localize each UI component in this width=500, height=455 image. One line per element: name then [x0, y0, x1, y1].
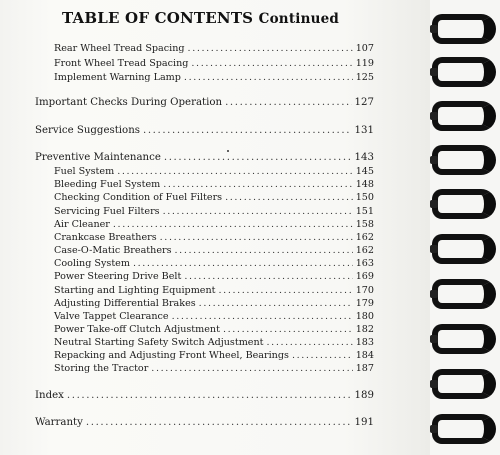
- leader-dots: [223, 324, 353, 336]
- toc-entry-page: 162: [355, 245, 374, 256]
- toc-entry-title: Fuel System: [54, 166, 115, 177]
- toc-entry[interactable]: [54, 166, 374, 178]
- toc-entry-title: Preventive Maintenance: [35, 152, 161, 163]
- leader-dots: [172, 311, 353, 323]
- leader-dots: [267, 337, 353, 349]
- binding-ring: [432, 414, 496, 444]
- toc-entry[interactable]: [54, 43, 374, 55]
- title-main: TABLE OF CONTENTS: [62, 9, 254, 27]
- toc-entry[interactable]: [54, 206, 374, 218]
- leader-dots: [151, 363, 352, 375]
- toc-entry-title: Crankcase Breathers: [54, 232, 157, 243]
- toc-entry-page: 180: [355, 311, 374, 322]
- toc-entry[interactable]: [54, 258, 374, 270]
- binding-ring: [432, 101, 496, 131]
- leader-dots: [163, 206, 353, 218]
- toc-entry[interactable]: [35, 152, 374, 164]
- toc-entry-title: Bleeding Fuel System: [54, 179, 161, 190]
- binding-ring: [432, 279, 496, 309]
- binding-ring: [432, 324, 496, 354]
- toc-entry[interactable]: [35, 417, 374, 429]
- title-suffix: Continued: [258, 11, 340, 27]
- toc-entry[interactable]: [35, 97, 374, 109]
- toc-entry-title: Important Checks During Operation: [35, 97, 223, 108]
- toc-entry-page: 148: [355, 179, 374, 190]
- toc-entry[interactable]: [54, 311, 374, 323]
- ink-speck: [227, 150, 229, 152]
- toc-entry-page: 125: [355, 72, 374, 83]
- toc-entry-page: 183: [355, 337, 374, 348]
- toc-entry-page: 162: [355, 232, 374, 243]
- toc-entry-page: 158: [355, 219, 374, 230]
- toc-entry-page: 150: [355, 192, 374, 203]
- toc-entry-page: 182: [355, 324, 374, 335]
- toc-entry[interactable]: [54, 324, 374, 336]
- toc-entry[interactable]: [54, 285, 374, 297]
- toc-entry[interactable]: [54, 350, 374, 362]
- leader-dots: [188, 43, 353, 55]
- toc-entry[interactable]: [54, 271, 374, 283]
- toc-entry-page: 107: [355, 43, 374, 54]
- binding-ring: [432, 145, 496, 175]
- spiral-binding: [430, 0, 500, 455]
- leader-dots: [113, 219, 353, 231]
- leader-dots: [219, 285, 353, 297]
- toc-entry-title: Implement Warning Lamp: [54, 72, 181, 83]
- toc-entry[interactable]: [35, 125, 374, 137]
- leader-dots: [199, 298, 353, 310]
- toc-entry-title: Repacking and Adjusting Front Wheel, Bearings: [54, 350, 289, 361]
- binding-ring: [432, 14, 496, 44]
- toc-entry-page: 119: [355, 58, 374, 69]
- leader-dots: [191, 58, 352, 70]
- toc-entry-title: Storing the Tractor: [54, 363, 149, 374]
- toc-entry-page: 169: [355, 271, 374, 282]
- toc-entry-title: Service Suggestions: [35, 125, 140, 136]
- toc-entry[interactable]: [54, 219, 374, 231]
- leader-dots: [184, 72, 353, 84]
- leader-dots: [225, 192, 353, 204]
- toc-entry-page: 131: [354, 125, 374, 136]
- binding-ring: [432, 234, 496, 264]
- toc-entry-page: 170: [355, 285, 374, 296]
- leader-dots: [143, 125, 352, 137]
- binding-ring: [432, 57, 496, 87]
- toc-entry-title: Case-O-Matic Breathers: [54, 245, 172, 256]
- toc-entry-title: Checking Condition of Fuel Filters: [54, 192, 223, 203]
- toc-entry[interactable]: [54, 245, 374, 257]
- leader-dots: [225, 97, 351, 109]
- toc-entry-page: 191: [354, 417, 374, 428]
- toc-entry-page: 163: [355, 258, 374, 269]
- toc-entry-title: Warranty: [35, 417, 83, 428]
- toc-entry-title: Power Steering Drive Belt: [54, 271, 182, 282]
- toc-entry-page: 184: [355, 350, 374, 361]
- toc-entry[interactable]: [35, 390, 374, 402]
- toc-entry-title: Power Take-off Clutch Adjustment: [54, 324, 220, 335]
- leader-dots: [117, 166, 353, 178]
- toc-entry-title: Valve Tappet Clearance: [54, 311, 169, 322]
- toc-entry[interactable]: [54, 298, 374, 310]
- leader-dots: [133, 258, 353, 270]
- leader-dots: [164, 152, 352, 164]
- leader-dots: [86, 417, 352, 429]
- toc-entry-title: Neutral Starting Safety Switch Adjustment: [54, 337, 264, 348]
- toc-entry[interactable]: [54, 58, 374, 70]
- toc-entry[interactable]: [54, 232, 374, 244]
- leader-dots: [163, 179, 352, 191]
- toc-entry[interactable]: [54, 363, 374, 375]
- toc-entry-page: 189: [354, 390, 374, 401]
- toc-entry[interactable]: [54, 337, 374, 349]
- toc-entry-page: 127: [354, 97, 374, 108]
- toc-entry-page: 143: [354, 152, 374, 163]
- toc-entry-page: 151: [355, 206, 374, 217]
- toc-entry-title: Index: [35, 390, 64, 401]
- leader-dots: [160, 232, 353, 244]
- leader-dots: [175, 245, 353, 257]
- toc-entry-page: 145: [355, 166, 374, 177]
- toc-entry-title: Adjusting Differential Brakes: [54, 298, 196, 309]
- leader-dots: [184, 271, 352, 283]
- toc-entry-title: Servicing Fuel Filters: [54, 206, 160, 217]
- binding-ring: [432, 369, 496, 399]
- leader-dots: [292, 350, 353, 362]
- leader-dots: [67, 390, 352, 402]
- toc-entry-title: Cooling System: [54, 258, 130, 269]
- toc-entry-title: Rear Wheel Tread Spacing: [54, 43, 185, 54]
- toc-entry-title: Front Wheel Tread Spacing: [54, 58, 189, 69]
- toc-entry-title: Air Cleaner: [54, 219, 110, 230]
- toc-entry-page: 179: [355, 298, 374, 309]
- toc-entry-page: 187: [355, 363, 374, 374]
- toc-entry[interactable]: [54, 179, 374, 191]
- toc-entry-title: Starting and Lighting Equipment: [54, 285, 216, 296]
- toc-entry[interactable]: [54, 192, 374, 204]
- binding-ring: [432, 189, 496, 219]
- toc-entry[interactable]: [54, 72, 374, 84]
